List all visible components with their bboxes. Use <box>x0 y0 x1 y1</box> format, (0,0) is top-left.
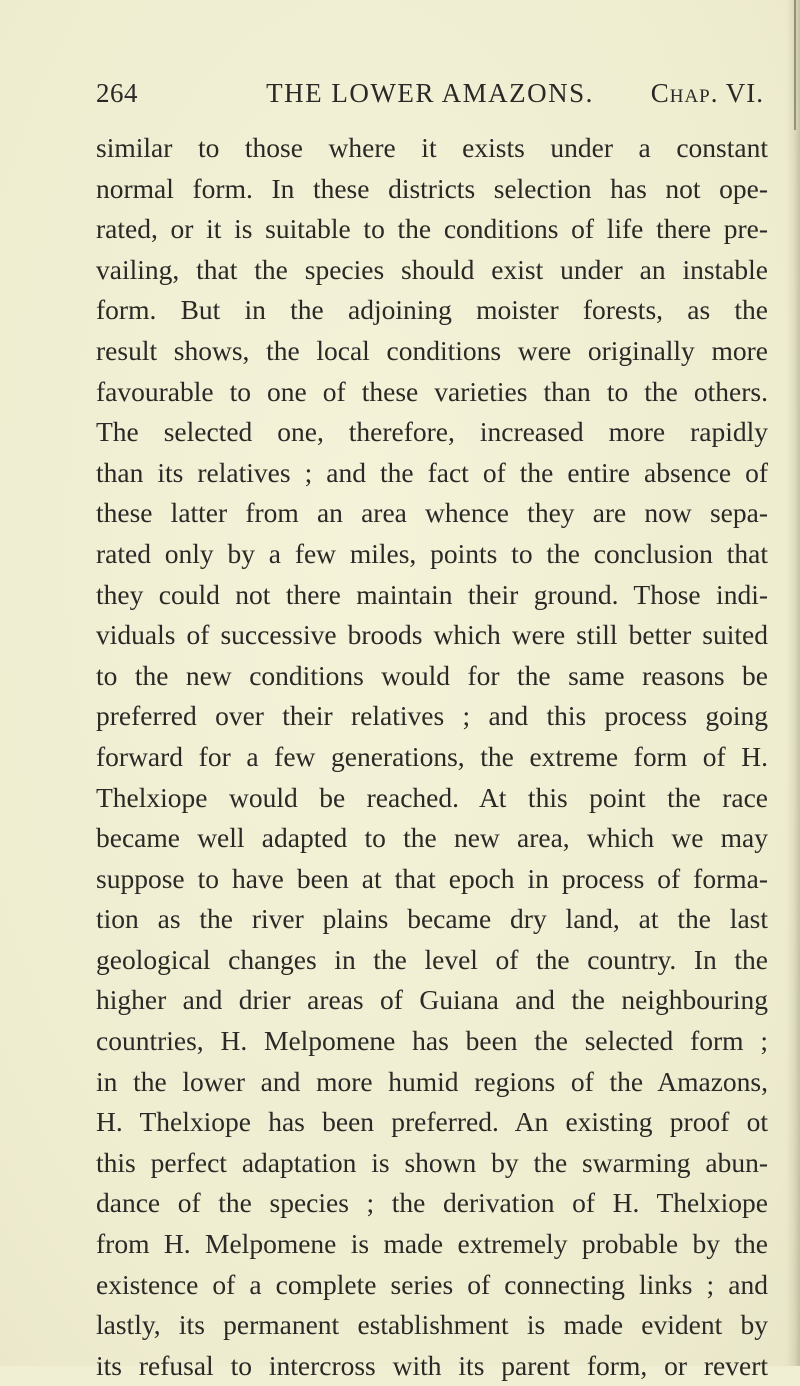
text-line: form. But in the adjoining moister forests, as the <box>96 294 768 326</box>
text-line: vailing, that the species should exist under an instable <box>96 253 768 285</box>
text-line: Thelxiope would be reached. At this point the race <box>96 781 768 813</box>
text-line: these latter from an area whence they are now sepa- <box>96 497 768 529</box>
page-edge-shadow <box>786 0 800 1366</box>
text-line: lastly, its permanent establishment is made evident by <box>96 1309 768 1341</box>
text-line: than its relatives ; and the fact of the entire absence of <box>96 456 768 488</box>
text-line: its refusal to intercross with its parent form, or revert <box>96 1349 768 1381</box>
running-header <box>96 78 764 118</box>
text-line: in the lower and more humid regions of the Amazons, <box>96 1065 768 1097</box>
text-line: geological changes in the level of the country. In the <box>96 943 768 975</box>
text-line: existence of a complete series of connecting links ; and <box>96 1268 768 1300</box>
text-line: H. Thelxiope has been preferred. An existing proof ot <box>96 1106 768 1138</box>
page-number: 264 <box>96 78 138 108</box>
text-line: normal form. In these districts selection has not ope- <box>96 172 768 204</box>
text-line: rated only by a few miles, points to the conclusion that <box>96 537 768 569</box>
text-line: The selected one, therefore, increased more rapidly <box>96 416 768 448</box>
text-line: rated, or it is suitable to the conditions of life there pre- <box>96 213 768 245</box>
running-title: THE LOWER AMAZONS. <box>266 78 594 108</box>
text-line: favourable to one of these varieties than to the others. <box>96 375 768 407</box>
text-line: similar to those where it exists under a constant <box>96 132 768 163</box>
text-line: dance of the species ; the derivation of H. Thelxiope <box>96 1187 768 1219</box>
text-line: countries, H. Melpomene has been the selected form ; <box>96 1025 768 1057</box>
text-line: they could not there maintain their ground. Those indi- <box>96 578 768 610</box>
page-edge-line <box>794 0 796 130</box>
text-line: higher and drier areas of Guiana and the neighbouring <box>96 984 768 1016</box>
text-line: forward for a few generations, the extreme form of H. <box>96 740 768 772</box>
text-line: viduals of successive broods which were still better suited <box>96 619 768 651</box>
text-line: from H. Melpomene is made extremely probable by the <box>96 1228 768 1260</box>
text-line: this perfect adaptation is shown by the swarming abun- <box>96 1146 768 1178</box>
text-line: tion as the river plains became dry land, at the last <box>96 903 768 935</box>
text-line: preferred over their relatives ; and this process going <box>96 700 768 732</box>
text-line: suppose to have been at that epoch in process of forma- <box>96 862 768 894</box>
text-line: result shows, the local conditions were originally more <box>96 334 768 366</box>
text-line: became well adapted to the new area, which we may <box>96 822 768 854</box>
chapter-label: Chap. VI. <box>650 78 764 108</box>
text-line: to the new conditions would for the same reasons be <box>96 659 768 691</box>
body-text <box>96 128 768 1386</box>
